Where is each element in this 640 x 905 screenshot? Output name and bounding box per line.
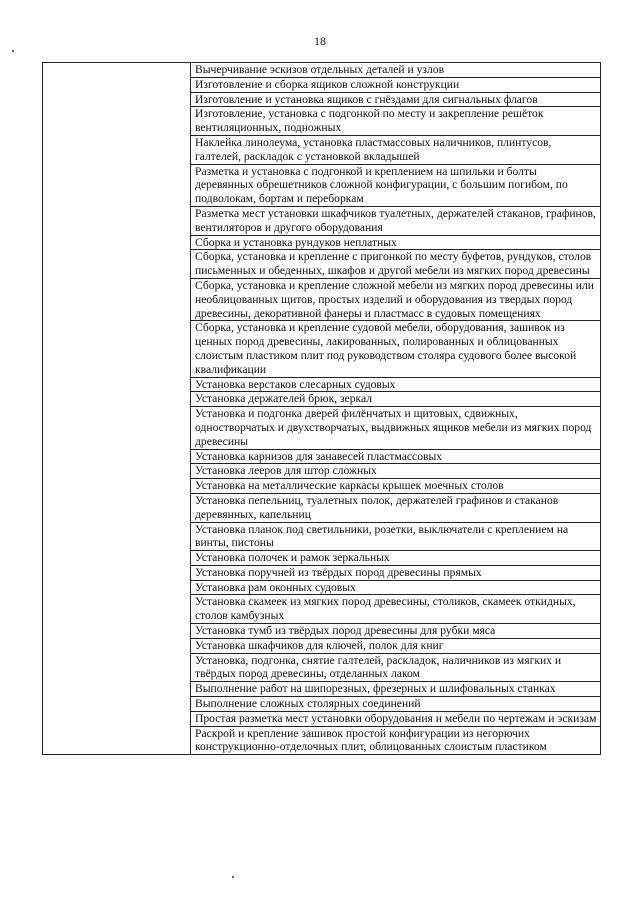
table-body [43, 63, 601, 755]
work-item: Изготовление и установка ящиков с гнёздами для сигнальных флагов [191, 92, 601, 107]
work-item: Установка пепельниц, туалетных полок, держателей графинов и стаканов деревянных, капельниц [191, 493, 601, 522]
work-item: Установка лееров для штор сложных [191, 464, 601, 479]
work-item: Установка шкафчиков для ключей, полок для книг [191, 638, 601, 653]
work-item: Изготовление и сборка ящиков сложной конструкции [191, 77, 601, 92]
work-item: Выполнение сложных столярных соединений [191, 697, 601, 712]
work-item: Изготовление, установка с подгонкой по месту и закрепление решёток вентиляционных, подножных [191, 107, 601, 136]
empty-left-column [43, 63, 191, 755]
work-table [42, 62, 601, 755]
page-number: 18 [314, 34, 326, 48]
work-item: Установка карнизов для занавесей пластмассовых [191, 449, 601, 464]
scan-speck [12, 50, 14, 52]
work-item: Разметка мест установки шкафчиков туалетных, держателей стаканов, графинов, вентиляторов и другого оборудования [191, 206, 601, 235]
work-item: Простая разметка мест установки оборудования и мебели по чертежам и эскизам [191, 711, 601, 726]
work-item: Сборка, установка и крепление с пригонкой по месту буфетов, рундуков, столов письменных и обеденных, шкафов и другой мебели из мягких пород древесины [191, 250, 601, 279]
work-item: Сборка, установка и крепление сложной мебели из мягких пород древесины или необлицованных щитов, простых изделий и оборудования из твердых пород древесины, декоративной фанеры и пластмасс в судовых помещениях [191, 278, 601, 320]
work-item: Установка рам оконных судовых [191, 580, 601, 595]
work-item: Установка, подгонка, снятие галтелей, раскладок, наличников из мягких и твёрдых пород древесины, отделанных лаком [191, 653, 601, 682]
work-item: Раскрой и крепление зашивок простой конфигурации из негорючих конструкционно-отделочных плит, облицованных слоистым пластиком [191, 726, 601, 755]
work-item: Выполнение работ на шипорезных, фрезерных и шлифовальных станках [191, 682, 601, 697]
scan-speck [232, 876, 234, 878]
work-item: Установка тумб из твёрдых пород древесины для рубки мяса [191, 624, 601, 639]
work-item: Установка планок под светильники, розетки, выключатели с креплением на винты, пистоны [191, 522, 601, 551]
work-item: Установка и подгонка дверей филёнчатых и щитовых, сдвижных, одностворчатых и двухстворчатых, выдвижных ящиков мебели из мягких пород древесины [191, 407, 601, 449]
work-item: Установка полочек и рамок зеркальных [191, 551, 601, 566]
work-item: Установка поручней из твёрдых пород древесины прямых [191, 565, 601, 580]
work-item: Установка держателей брюк, зеркал [191, 392, 601, 407]
work-item: Сборка и установка рундуков неплатных [191, 235, 601, 250]
work-item: Разметка и установка с подгонкой и креплением на шпильки и болты деревянных обрешетников сложной конфигурации, с большим погибом, по подволокам, бортам и переборкам [191, 164, 601, 206]
work-item: Установка скамеек из мягких пород древесины, столиков, скамеек откидных, столов камбузных [191, 595, 601, 624]
work-item: Установка на металлические каркасы крышек моечных столов [191, 479, 601, 494]
table-row [43, 63, 601, 78]
work-item: Вычерчивание эскизов отдельных деталей и узлов [191, 63, 601, 78]
work-item: Сборка, установка и крепление судовой мебели, оборудования, зашивок из ценных пород древесины, лакированных, полированных и облицованных слоистым пластиком плит под руководством столяра судового более высокой квалификации [191, 321, 601, 377]
work-item: Наклейка линолеума, установка пластмассовых наличников, плинтусов, галтелей, раскладок с установкой вкладышей [191, 135, 601, 164]
work-item: Установка верстаков слесарных судовых [191, 377, 601, 392]
